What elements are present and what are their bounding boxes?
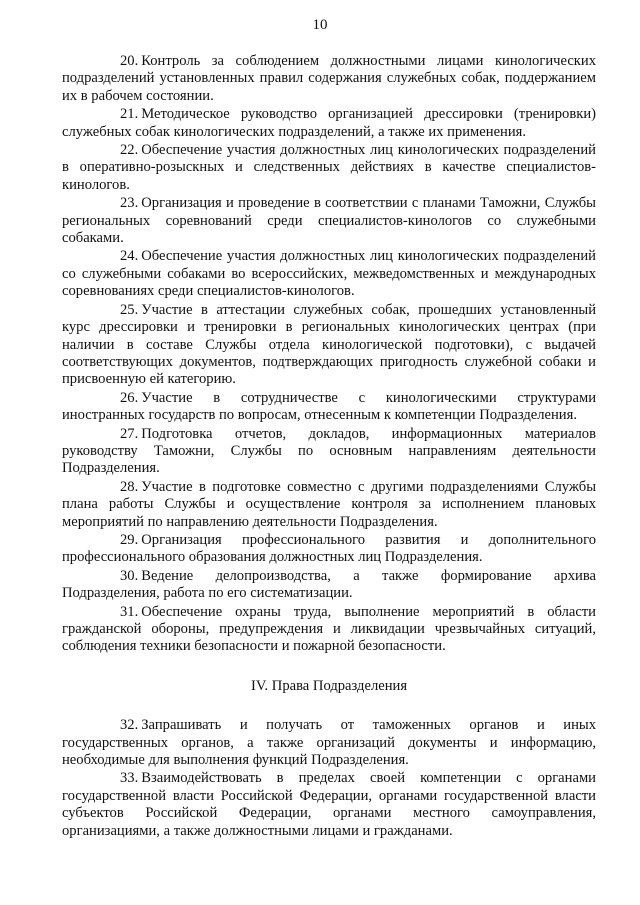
paragraph-text: Подготовка отчетов, докладов, информационных материалов руководству Таможни, Службы по основным направлениям деятельности Подразделения. [62, 425, 596, 477]
paragraph-number: 32. [120, 717, 139, 734]
paragraph-item [62, 532, 596, 567]
paragraph-number: 20. [120, 53, 139, 69]
paragraph-text: Ведение делопроизводства, а также формирование архива Подразделения, работа по его систематизации. [62, 567, 596, 602]
paragraph-number: 23. [120, 195, 139, 212]
paragraph-item [62, 195, 596, 247]
paragraph-item [62, 604, 596, 656]
paragraph-item [62, 142, 596, 194]
paragraph-item [62, 248, 596, 300]
paragraph-number: 27. [120, 425, 139, 442]
paragraph-item [62, 106, 596, 141]
paragraph-item [62, 302, 596, 389]
page-number: 10 [312, 17, 328, 33]
paragraph-text: Участие в аттестации служебных собак, прошедших установленный курс дрессировки и тренировки в региональных кинологических центрах (при наличии в составе Службы отдела кинологической подготовки), с выдачей соответствующих документов, подтверждающих пригодность служебной собаки и присвоенную ей категорию. [62, 301, 596, 388]
paragraph-number: 28. [120, 478, 139, 495]
paragraph-number: 22. [120, 142, 139, 159]
paragraph-number: 26. [120, 389, 139, 406]
paragraph-item [62, 426, 596, 478]
paragraph-item [62, 770, 596, 840]
section-heading: IV. Права Подразделения [250, 677, 408, 694]
paragraph-item [62, 390, 596, 425]
paragraph-text: Организация и проведение в соответствии с планами Таможни, Службы региональных соревнований среди специалистов-кинологов со служебными собаками. [62, 195, 596, 247]
paragraph-text: Обеспечение участия должностных лиц кинологических подразделений со служебными собаками во всероссийских, межведомственных и международных соревнованиях среди специалистов-кинологов. [62, 248, 596, 300]
paragraph-text: Контроль за соблюдением должностными лицами кинологических подразделений установленных правил содержания служебных собак, поддержанием их в рабочем состоянии. [62, 53, 596, 104]
document-body [62, 53, 596, 841]
paragraph-number: 25. [120, 301, 139, 318]
paragraph-text: Запрашивать и получать от таможенных органов и иных государственных органов, а также организаций документы и информацию, необходимые для выполнения функций Подразделения. [62, 717, 596, 769]
paragraph-text: Обеспечение охраны труда, выполнение мероприятий в области гражданской обороны, предупреждения и ликвидации чрезвычайных ситуаций, соблюдения техники безопасности и пожарной безопасности. [62, 603, 596, 655]
duties-list [62, 53, 596, 656]
paragraph-text: Участие в сотрудничестве с кинологическими структурами иностранных государств по вопросам, отнесенным к компетенции Подразделения. [62, 389, 596, 424]
paragraph-item [62, 717, 596, 769]
paragraph-text: Методическое руководство организацией дрессировки (тренировки) служебных собак кинологических подразделений, а также их применения. [62, 106, 596, 140]
paragraph-number: 24. [120, 248, 139, 265]
rights-list [62, 717, 596, 840]
paragraph-text: Обеспечение участия должностных лиц кинологических подразделений в оперативно-розыскных и следственных действиях в качестве специалистов-кинологов. [62, 142, 596, 193]
paragraph-item [62, 479, 596, 531]
paragraph-item [62, 53, 596, 105]
paragraph-text: Участие в подготовке совместно с другими подразделениями Службы плана работы Службы и осуществление контроля за исполнением плановых мероприятий по направлению деятельности Подразделения. [62, 478, 596, 530]
paragraph-number: 30. [120, 567, 139, 584]
paragraph-number: 31. [120, 603, 139, 620]
paragraph-item [62, 568, 596, 603]
paragraph-number: 33. [120, 770, 139, 787]
paragraph-text: Взаимодействовать в пределах своей компетенции с органами государственной власти Российской Федерации, органами государственной власти субъектов Российской Федерации, органами местного самоуправления, организациями, а также должностными лицами и гражданами. [62, 770, 596, 839]
paragraph-text: Организация профессионального развития и дополнительного профессионального образования должностных лиц Подразделения. [62, 531, 596, 566]
paragraph-number: 21. [120, 106, 139, 123]
paragraph-number: 29. [120, 531, 139, 548]
